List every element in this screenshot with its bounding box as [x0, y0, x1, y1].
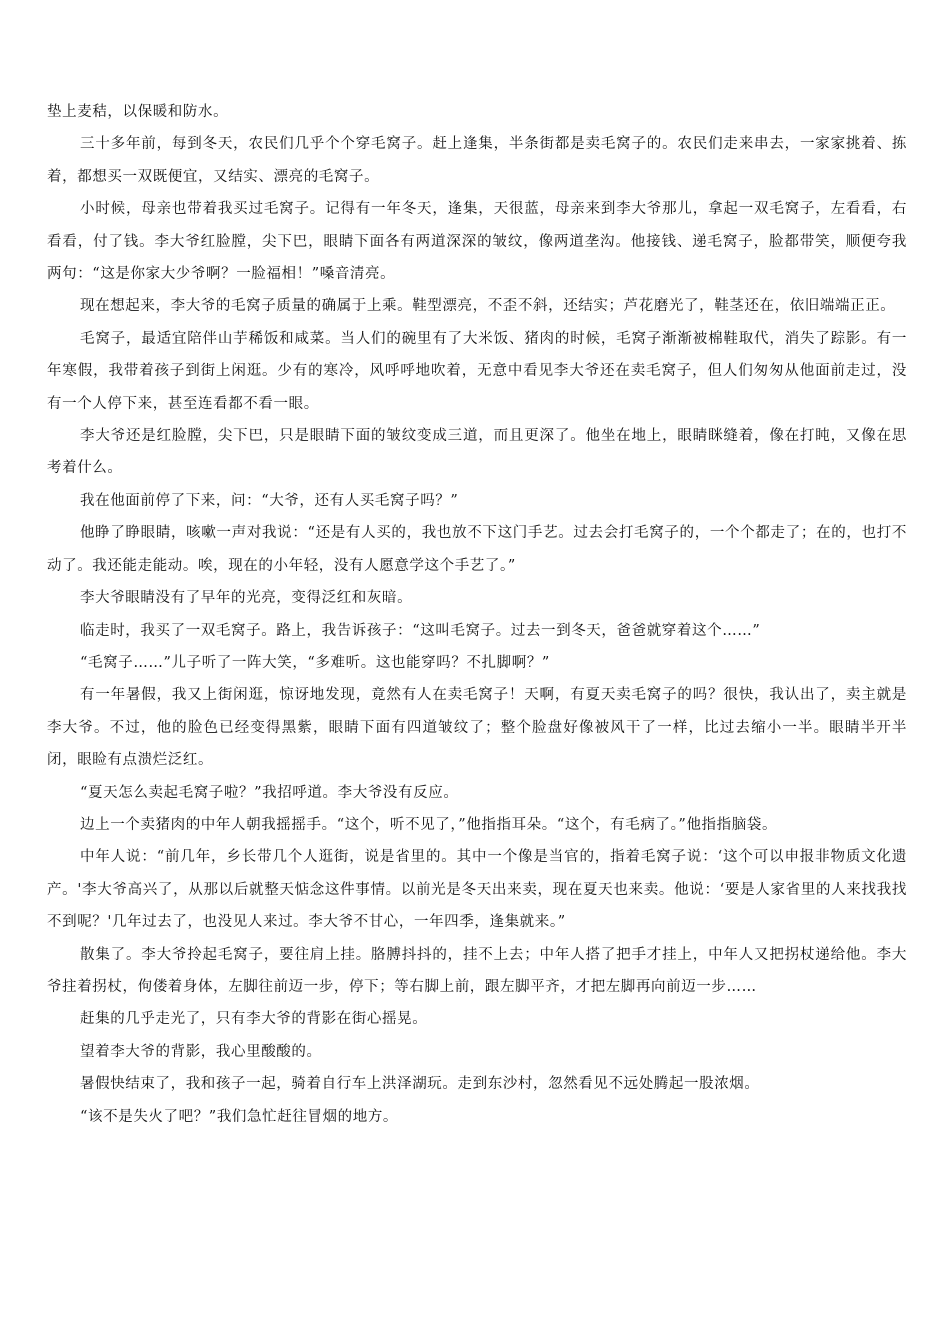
paragraph: 望着李大爷的背影，我心里酸酸的。: [80, 1043, 322, 1060]
paragraph: 现在想起来，李大爷的毛窝子质量的确属于上乘。鞋型漂亮，不歪不斜，还结实；芦花磨光了，鞋茎还在，依旧端端正正。: [80, 298, 896, 315]
paragraph: 垫上麦秸，以保暖和防水。: [47, 104, 229, 120]
paragraph: 中年人说：“前几年，乡长带几个人逛街，说是省里的。其中一个像是当官的，指着毛窝子说：‘这个可以申报非物质文化遗产。'李大爷高兴了，从那以后就整天惦念这件事情。以前光是冬天出来卖，现在夏天也来卖。他说：‘要是人家省里的人来找我找不到呢？'几年过去了，也没见人来过。李大爷不甘心，一年四季，逢集就来。”: [47, 849, 907, 931]
paragraph: 散集了。李大爷拎起毛窝子，要往肩上挂。胳膊抖抖的，挂不上去；中年人搭了把手才挂上，中年人又把拐杖递给他。李大爷拄着拐杖，佝偻着身体，左脚往前迈一步，停下；等右脚上前，跟左脚平齐，才把左脚再向前迈一步……: [47, 946, 907, 995]
paragraph: 有一年暑假，我又上街闲逛，惊讶地发现，竟然有人在卖毛窝子！天啊，有夏天卖毛窝子的吗？很快，我认出了，卖主就是李大爷。不过，他的脸色已经变得黑紫，眼睛下面有四道皱纹了；整个脸盘好像被风干了一样，比过去缩小一半。眼睛半开半闭，眼睑有点溃烂泛红。: [47, 687, 907, 769]
paragraph: 赶集的几乎走光了，只有李大爷的背影在街心摇晃。: [80, 1011, 428, 1028]
paragraph: 边上一个卖猪肉的中年人朝我摇摇手。“这个，听不见了，”他指指耳朵。“这个，有毛病了。”他指指脑袋。: [80, 816, 778, 833]
paragraph: 他睁了睁眼睛，咳嗽一声对我说：“还是有人买的，我也放不下这门手艺。过去会打毛窝子的，一个个都走了；在的，也打不动了。我还能走能动。唉，现在的小年轻，没有人愿意学这个手艺了。”: [47, 525, 907, 574]
paragraph: “夏天怎么卖起毛窝子啦？”我招呼道。李大爷没有反应。: [80, 784, 459, 801]
paragraph: 我在他面前停了下来，问：“大爷，还有人买毛窝子吗？”: [80, 492, 459, 509]
paragraph: “该不是失火了吧？”我们急忙赶往冒烟的地方。: [80, 1108, 399, 1125]
paragraph: 暑假快结束了，我和孩子一起，骑着自行车上洪泽湖玩。走到东沙村，忽然看见不远处腾起一股浓烟。: [80, 1076, 760, 1093]
document-body: [47, 96, 907, 1133]
paragraph: “毛窝子……”儿子听了一阵大笑，“多难听。这也能穿吗？不扎脚啊？”: [80, 654, 550, 671]
paragraph: 毛窝子，最适宜陪伴山芋稀饭和咸菜。当人们的碗里有了大米饭、猪肉的时候，毛窝子渐渐被棉鞋取代，消失了踪影。有一年寒假，我带着孩子到街上闲逛。少有的寒冷，风呼呼地吹着，无意中看见李大爷还在卖毛窝子，但人们匆匆从他面前走过，没有一个人停下来，甚至连看都不看一眼。: [47, 330, 907, 412]
paragraph: 小时候，母亲也带着我买过毛窝子。记得有一年冬天，逢集，天很蓝，母亲来到李大爷那儿，拿起一双毛窝子，左看看，右看看，付了钱。李大爷红脸膛，尖下巴，眼睛下面各有两道深深的皱纹，像两道垄沟。他接钱、递毛窝子，脸都带笑，顺便夸我两句：“这是你家大少爷啊？一脸福相！”嗓音清亮。: [47, 201, 907, 283]
paragraph: 临走时，我买了一双毛窝子。路上，我告诉孩子：“这叫毛窝子。过去一到冬天，爸爸就穿着这个……”: [80, 622, 761, 639]
paragraph: 三十多年前，每到冬天，农民们几乎个个穿毛窝子。赶上逢集，半条街都是卖毛窝子的。农民们走来串去，一家家挑着、拣着，都想买一双既便宜，又结实、漂亮的毛窝子。: [47, 136, 907, 185]
paragraph: 李大爷还是红脸膛，尖下巴，只是眼睛下面的皱纹变成三道，而且更深了。他坐在地上，眼睛眯缝着，像在打盹，又像在思考着什么。: [47, 428, 907, 477]
paragraph: 李大爷眼睛没有了早年的光亮，变得泛红和灰暗。: [80, 590, 413, 607]
